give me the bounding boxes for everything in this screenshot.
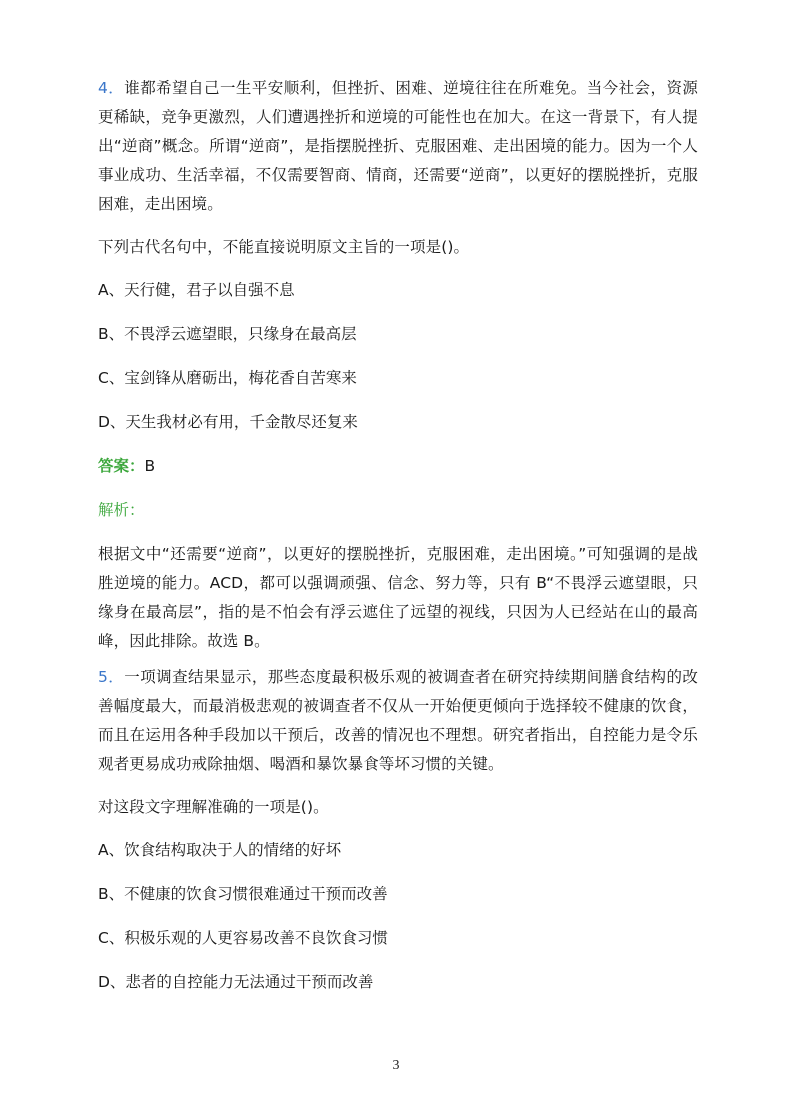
- question-5-option-b: B、不健康的饮食习惯很难通过干预而改善: [98, 885, 388, 903]
- question-4-option-b: B、不畏浮云遮望眼，只缘身在最高层: [98, 325, 357, 343]
- question-4-option-c: C、宝剑锋从磨砺出，梅花香自苦寒来: [98, 369, 357, 387]
- answer-value: B: [144, 457, 156, 475]
- question-5-stem: [98, 663, 698, 779]
- question-5-option-d: D、悲者的自控能力无法通过干预而改善: [98, 973, 374, 991]
- answer-label: 答案：: [98, 457, 145, 475]
- document-page: [98, 74, 698, 997]
- question-4-answer: [98, 452, 698, 481]
- analysis-label: 解析：: [98, 501, 145, 519]
- page-number: 3: [392, 1058, 400, 1073]
- question-5-number: 5．: [98, 668, 125, 686]
- question-4-number: 4．: [98, 79, 125, 97]
- question-4-stem-text: 谁都希望自己一生平安顺利，但挫折、困难、逆境往往在所难免。当今社会，资源更稀缺，竞争更激烈，人们遭遇挫折和逆境的可能性也在加大。在这一背景下，有人提出“逆商”概念。所谓“逆商”，是指摆脱挫折、克服困难、走出困境的能力。因为一个人事业成功、生活幸福，不仅需要智商、情商，还需要“逆商”，以更好的摆脱挫折，克服困难，走出困境。: [98, 79, 699, 213]
- question-4-prompt: 下列古代名句中，不能直接说明原文主旨的一项是()。: [98, 238, 470, 256]
- question-5-option-c: C、积极乐观的人更容易改善不良饮食习惯: [98, 929, 388, 947]
- question-5-stem-text: 一项调查结果显示，那些态度最积极乐观的被调查者在研究持续期间膳食结构的改善幅度最大，而最消极悲观的被调查者不仅从一开始便更倾向于选择较不健康的饮食，而且在运用各种手段加以干预后，改善的情况也不理想。研究者指出，自控能力是令乐观者更易成功戒除抽烟、喝酒和暴饮暴食等坏习惯的关键。: [98, 668, 699, 773]
- question-4-option-d: D、天生我材必有用，千金散尽还复来: [98, 413, 358, 431]
- question-4-stem: [98, 74, 698, 219]
- question-4-option-a: A、天行健，君子以自强不息: [98, 281, 295, 299]
- question-4-analysis: 根据文中“还需要“逆商”，以更好的摆脱挫折，克服困难，走出困境。”可知强调的是战胜逆境的能力。ACD，都可以强调顽强、信念、努力等，只有 B“不畏浮云遮望眼，只缘身在最高层”，指的是不怕会有浮云遮住了远望的视线，只因为人已经站在山的最高峰，因此排除。故选 B。: [98, 545, 698, 650]
- question-5-option-a: A、饮食结构取决于人的情绪的好坏: [98, 841, 342, 859]
- question-5-prompt: 对这段文字理解准确的一项是()。: [98, 798, 329, 816]
